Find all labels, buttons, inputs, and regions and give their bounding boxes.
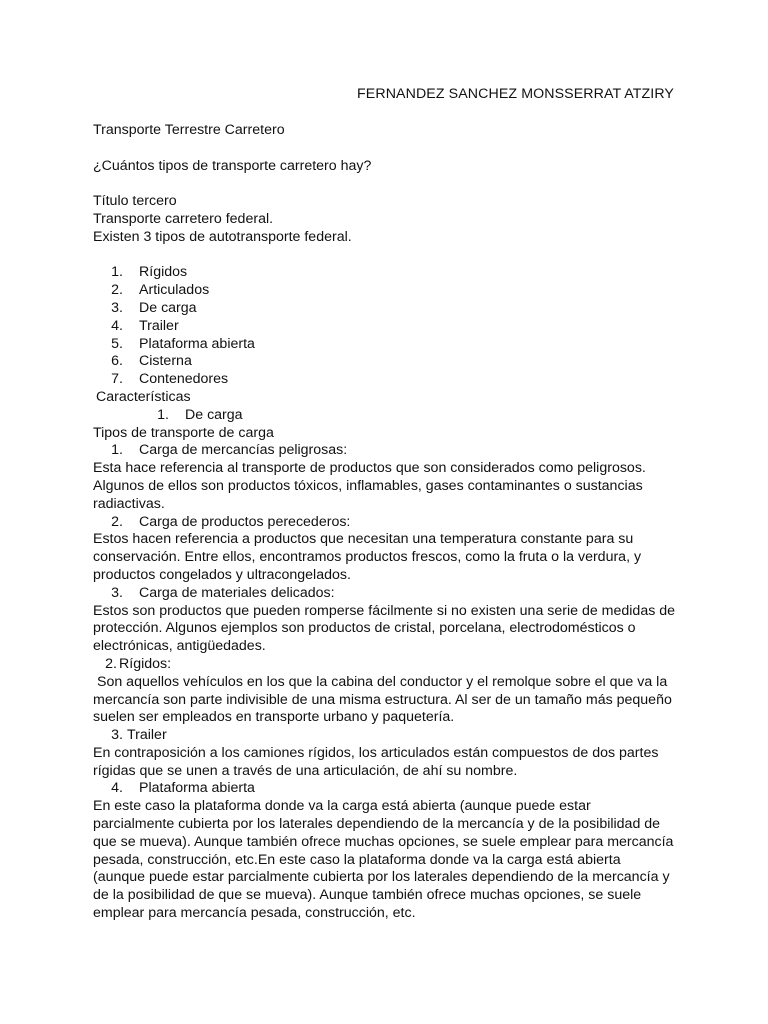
paragraph-line: radiactivas.: [93, 495, 165, 512]
list-item-label: De carga: [139, 299, 197, 316]
paragraph-line: En este caso la plataforma donde va la carga está abierta (aunque puede estar: [93, 798, 591, 815]
paragraph-line: Algunos de ellos son productos tóxicos, inflamables, gases contaminantes o sustancias: [93, 477, 643, 494]
list-item-label: Plataforma abierta: [139, 335, 255, 352]
list-item: [93, 264, 693, 282]
intro-line-1: Título tercero: [93, 193, 177, 210]
list-number: 7.: [111, 371, 123, 388]
list-item: [93, 585, 693, 603]
list-item-label: Contenedores: [139, 371, 229, 388]
paragraph-line: suelen ser empleados en transporte urbano y paquetería.: [93, 709, 455, 726]
cargo-section: [93, 514, 693, 585]
list-number: 2.: [105, 655, 117, 672]
paragraph-line: electrónicas, antigüedades.: [93, 638, 266, 655]
document-body: [93, 122, 693, 923]
type-section: [93, 727, 693, 780]
paragraph-line: parcialmente cubierta por los laterales dependiendo de la mercancía y de la posibilidad de: [93, 816, 661, 833]
paragraph-line: pesada, construcción, etc.En este caso la plataforma donde va la carga está abierta: [93, 851, 621, 868]
list-number: 6.: [111, 353, 123, 370]
list-item-label: Rígidos: [139, 264, 188, 281]
list-item: [93, 371, 693, 389]
paragraph-line: que se mueva). Aunque también ofrece muchas opciones, se suele emplear para mercancía: [93, 833, 674, 850]
list-item: [93, 300, 693, 318]
paragraph-line: En contraposición a los camiones rígidos, los articulados están compuestos de dos partes: [93, 744, 659, 761]
list-number: 3.: [111, 584, 123, 601]
type-section: [93, 656, 693, 727]
list-item-label: Trailer: [127, 727, 167, 744]
list-number: 4.: [111, 317, 123, 334]
list-item: [93, 353, 693, 371]
list-number: 2.: [111, 513, 123, 530]
list-item: [93, 442, 693, 460]
cargo-section: [93, 585, 693, 656]
features-heading: Características: [96, 388, 191, 405]
list-number: 4.: [111, 780, 123, 797]
list-item-label: Cisterna: [139, 353, 192, 370]
paragraph-line: productos congelados y ultracongelados.: [93, 566, 351, 583]
paragraph-line: rígidas que se unen a través de una articulación, de ahí su nombre.: [93, 762, 518, 779]
paragraph-line: Son aquellos vehículos en los que la cabina del conductor y el remolque sobre el que va la: [97, 673, 668, 690]
list-item: [93, 407, 693, 425]
list-item: [93, 336, 693, 354]
type-section: [93, 780, 693, 922]
paragraph-line: mercancía son parte indivisible de una misma estructura. Al ser de un tamaño más pequeño: [93, 691, 672, 708]
list-item: [93, 780, 693, 798]
author-name: FERNANDEZ SANCHEZ MONSSERRAT ATZIRY: [357, 86, 674, 102]
cargo-section: [93, 442, 693, 513]
paragraph-line: protección. Algunos ejemplos son productos de cristal, porcelana, electrodomésticos o: [93, 620, 636, 637]
list-number: 5.: [111, 335, 123, 352]
list-item: [93, 514, 693, 532]
question: ¿Cuántos tipos de transporte carretero hay?: [93, 157, 372, 174]
paragraph-line: (aunque puede estar parcialmente cubierta por los laterales dependiendo de la mercancía y: [93, 869, 670, 886]
list-item: [93, 656, 693, 674]
cargo-heading: Tipos de transporte de carga: [93, 424, 274, 441]
list-number: 1.: [111, 264, 123, 281]
paragraph-line: de la posibilidad de que se mueva). Aunque también ofrece muchas opciones, se suele: [93, 887, 642, 904]
document-title: Transporte Terrestre Carretero: [93, 122, 285, 138]
list-item-label: De carga: [185, 406, 243, 423]
list-item-label: Rígidos:: [119, 655, 172, 672]
list-item: [93, 727, 693, 745]
list-item-label: Articulados: [139, 282, 210, 299]
list-number: 3.: [111, 299, 123, 316]
paragraph-line: conservación. Entre ellos, encontramos productos frescos, como la fruta o la verdura, y: [93, 549, 642, 566]
list-number: 1.: [111, 442, 123, 459]
list-number: 2.: [111, 282, 123, 299]
list-item-label: Carga de mercancías peligrosas:: [139, 442, 348, 459]
list-item: [93, 282, 693, 300]
paragraph-line: Esta hace referencia al transporte de productos que son considerados como peligrosos.: [93, 460, 646, 477]
list-item: [93, 318, 693, 336]
intro-line-2: Transporte carretero federal.: [93, 210, 274, 227]
list-item-label: Plataforma abierta: [139, 780, 255, 797]
list-number: 3.: [111, 727, 123, 744]
intro-line-3: Existen 3 tipos de autotransporte federal.: [93, 228, 352, 245]
paragraph-line: emplear para mercancía pesada, construcción, etc.: [93, 905, 416, 922]
list-item-label: Carga de productos perecederos:: [139, 513, 351, 530]
paragraph-line: Estos hacen referencia a productos que necesitan una temperatura constante para su: [93, 531, 634, 548]
list-item-label: Trailer: [139, 317, 179, 334]
paragraph-line: Estos son productos que pueden romperse fácilmente si no existen una serie de medidas de: [93, 602, 676, 619]
types-list: [93, 264, 693, 389]
list-item-label: Carga de materiales delicados:: [139, 584, 335, 601]
list-number: 1.: [157, 406, 169, 423]
